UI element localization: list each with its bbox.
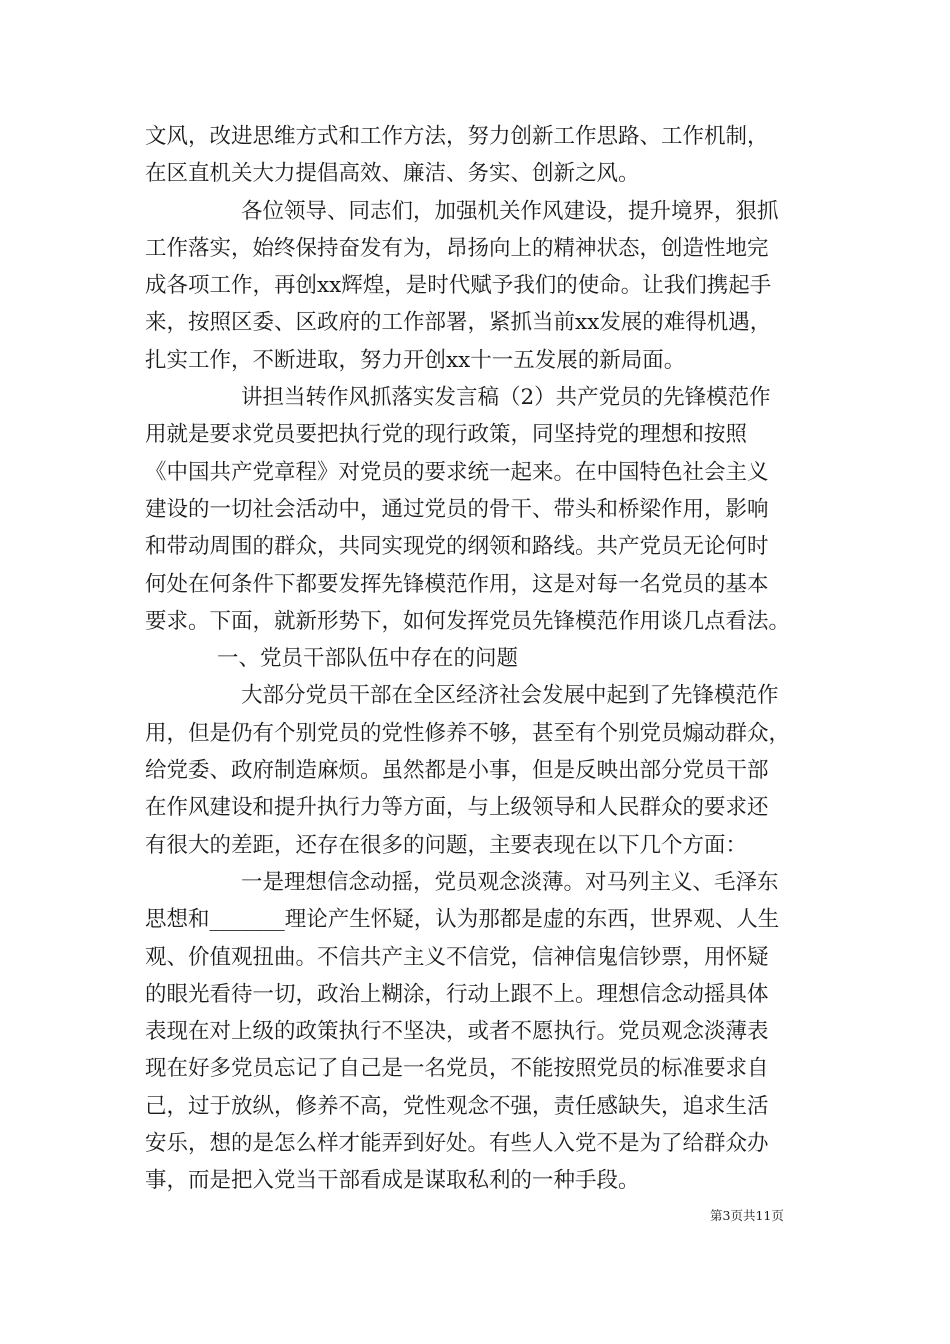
text-line: 扎实工作，不断进取，努力开创xx十一五发展的新局面。 xyxy=(145,347,686,373)
text-line: 何处在何条件下都要发挥先锋模范作用，这是对每一名党员的基本 xyxy=(145,571,769,597)
text-line: 表现在对上级的政策执行不坚决，或者不愿执行。党员观念淡薄表 xyxy=(145,1019,769,1045)
text-line: 工作落实，始终保持奋发有为，昂扬向上的精神状态，创造性地完 xyxy=(145,235,769,261)
text-line: 用就是要求党员要把执行党的现行政策，同坚持党的理想和按照 xyxy=(145,422,748,448)
text-line: 安乐，想的是怎么样才能弄到好处。有些人入党不是为了给群众办 xyxy=(145,1131,769,1157)
body-text xyxy=(145,118,825,1200)
text-line: 事，而是把入党当干部看成是谋取私利的一种手段。 xyxy=(145,1168,640,1194)
text-line: 《中国共产党章程》对党员的要求统一起来。在中国特色社会主义 xyxy=(145,459,769,485)
text-line: 一是理想信念动摇，党员观念淡薄。对马列主义、毛泽东 xyxy=(241,869,779,895)
text-line: 在区直机关大力提倡高效、廉洁、务实、创新之风。 xyxy=(145,161,640,187)
text-line: 文风，改进思维方式和工作方法，努力创新工作思路、工作机制， xyxy=(145,124,769,149)
text-line: 要求。下面，就新形势下，如何发挥党员先锋模范作用谈几点看法。 xyxy=(145,608,791,634)
text-line: 观、价值观扭曲。不信共产主义不信党，信神信鬼信钞票，用怀疑 xyxy=(145,944,769,970)
text-line: 思想和_______理论产生怀疑，认为那都是虚的东西，世界观、人生 xyxy=(145,907,780,933)
text-line: 在作风建设和提升执行力等方面，与上级领导和人民群众的要求还 xyxy=(145,795,769,821)
text-line: 建设的一切社会活动中，通过党员的骨干、带头和桥梁作用，影响 xyxy=(145,496,769,522)
text-line: 来，按照区委、区政府的工作部署，紧抓当前xx发展的难得机遇， xyxy=(145,310,772,336)
page-number: 第3页共11页 xyxy=(710,1208,784,1223)
text-line: 各位领导、同志们，加强机关作风建设，提升境界，狠抓 xyxy=(241,198,779,224)
text-line: 己，过于放纵，修养不高，党性观念不强，责任感缺失，追求生活 xyxy=(145,1093,769,1119)
text-line: 用，但是仍有个别党员的党性修养不够，甚至有个别党员煽动群众， xyxy=(145,720,791,746)
text-line: 的眼光看待一切，政治上糊涂，行动上跟不上。理想信念动摇具体 xyxy=(145,981,769,1007)
text-line: 大部分党员干部在全区经济社会发展中起到了先锋模范作 xyxy=(241,683,779,709)
text-line: 有很大的差距，还存在很多的问题，主要表现在以下几个方面： xyxy=(145,832,748,858)
text-line: 和带动周围的群众，共同实现党的纲领和路线。共产党员无论何时 xyxy=(145,534,769,560)
text-line: 给党委、政府制造麻烦。虽然都是小事，但是反映出部分党员干部 xyxy=(145,758,769,784)
text-line: 现在好多党员忘记了自己是一名党员，不能按照党员的标准要求自 xyxy=(145,1056,769,1082)
text-line: 讲担当转作风抓落实发言稿（2）共产党员的先锋模范作 xyxy=(241,385,771,411)
text-line: 成各项工作，再创xx辉煌，是时代赋予我们的使命。让我们携起手 xyxy=(145,273,772,299)
text-line: 一、党员干部队伍中存在的问题 xyxy=(217,646,519,672)
